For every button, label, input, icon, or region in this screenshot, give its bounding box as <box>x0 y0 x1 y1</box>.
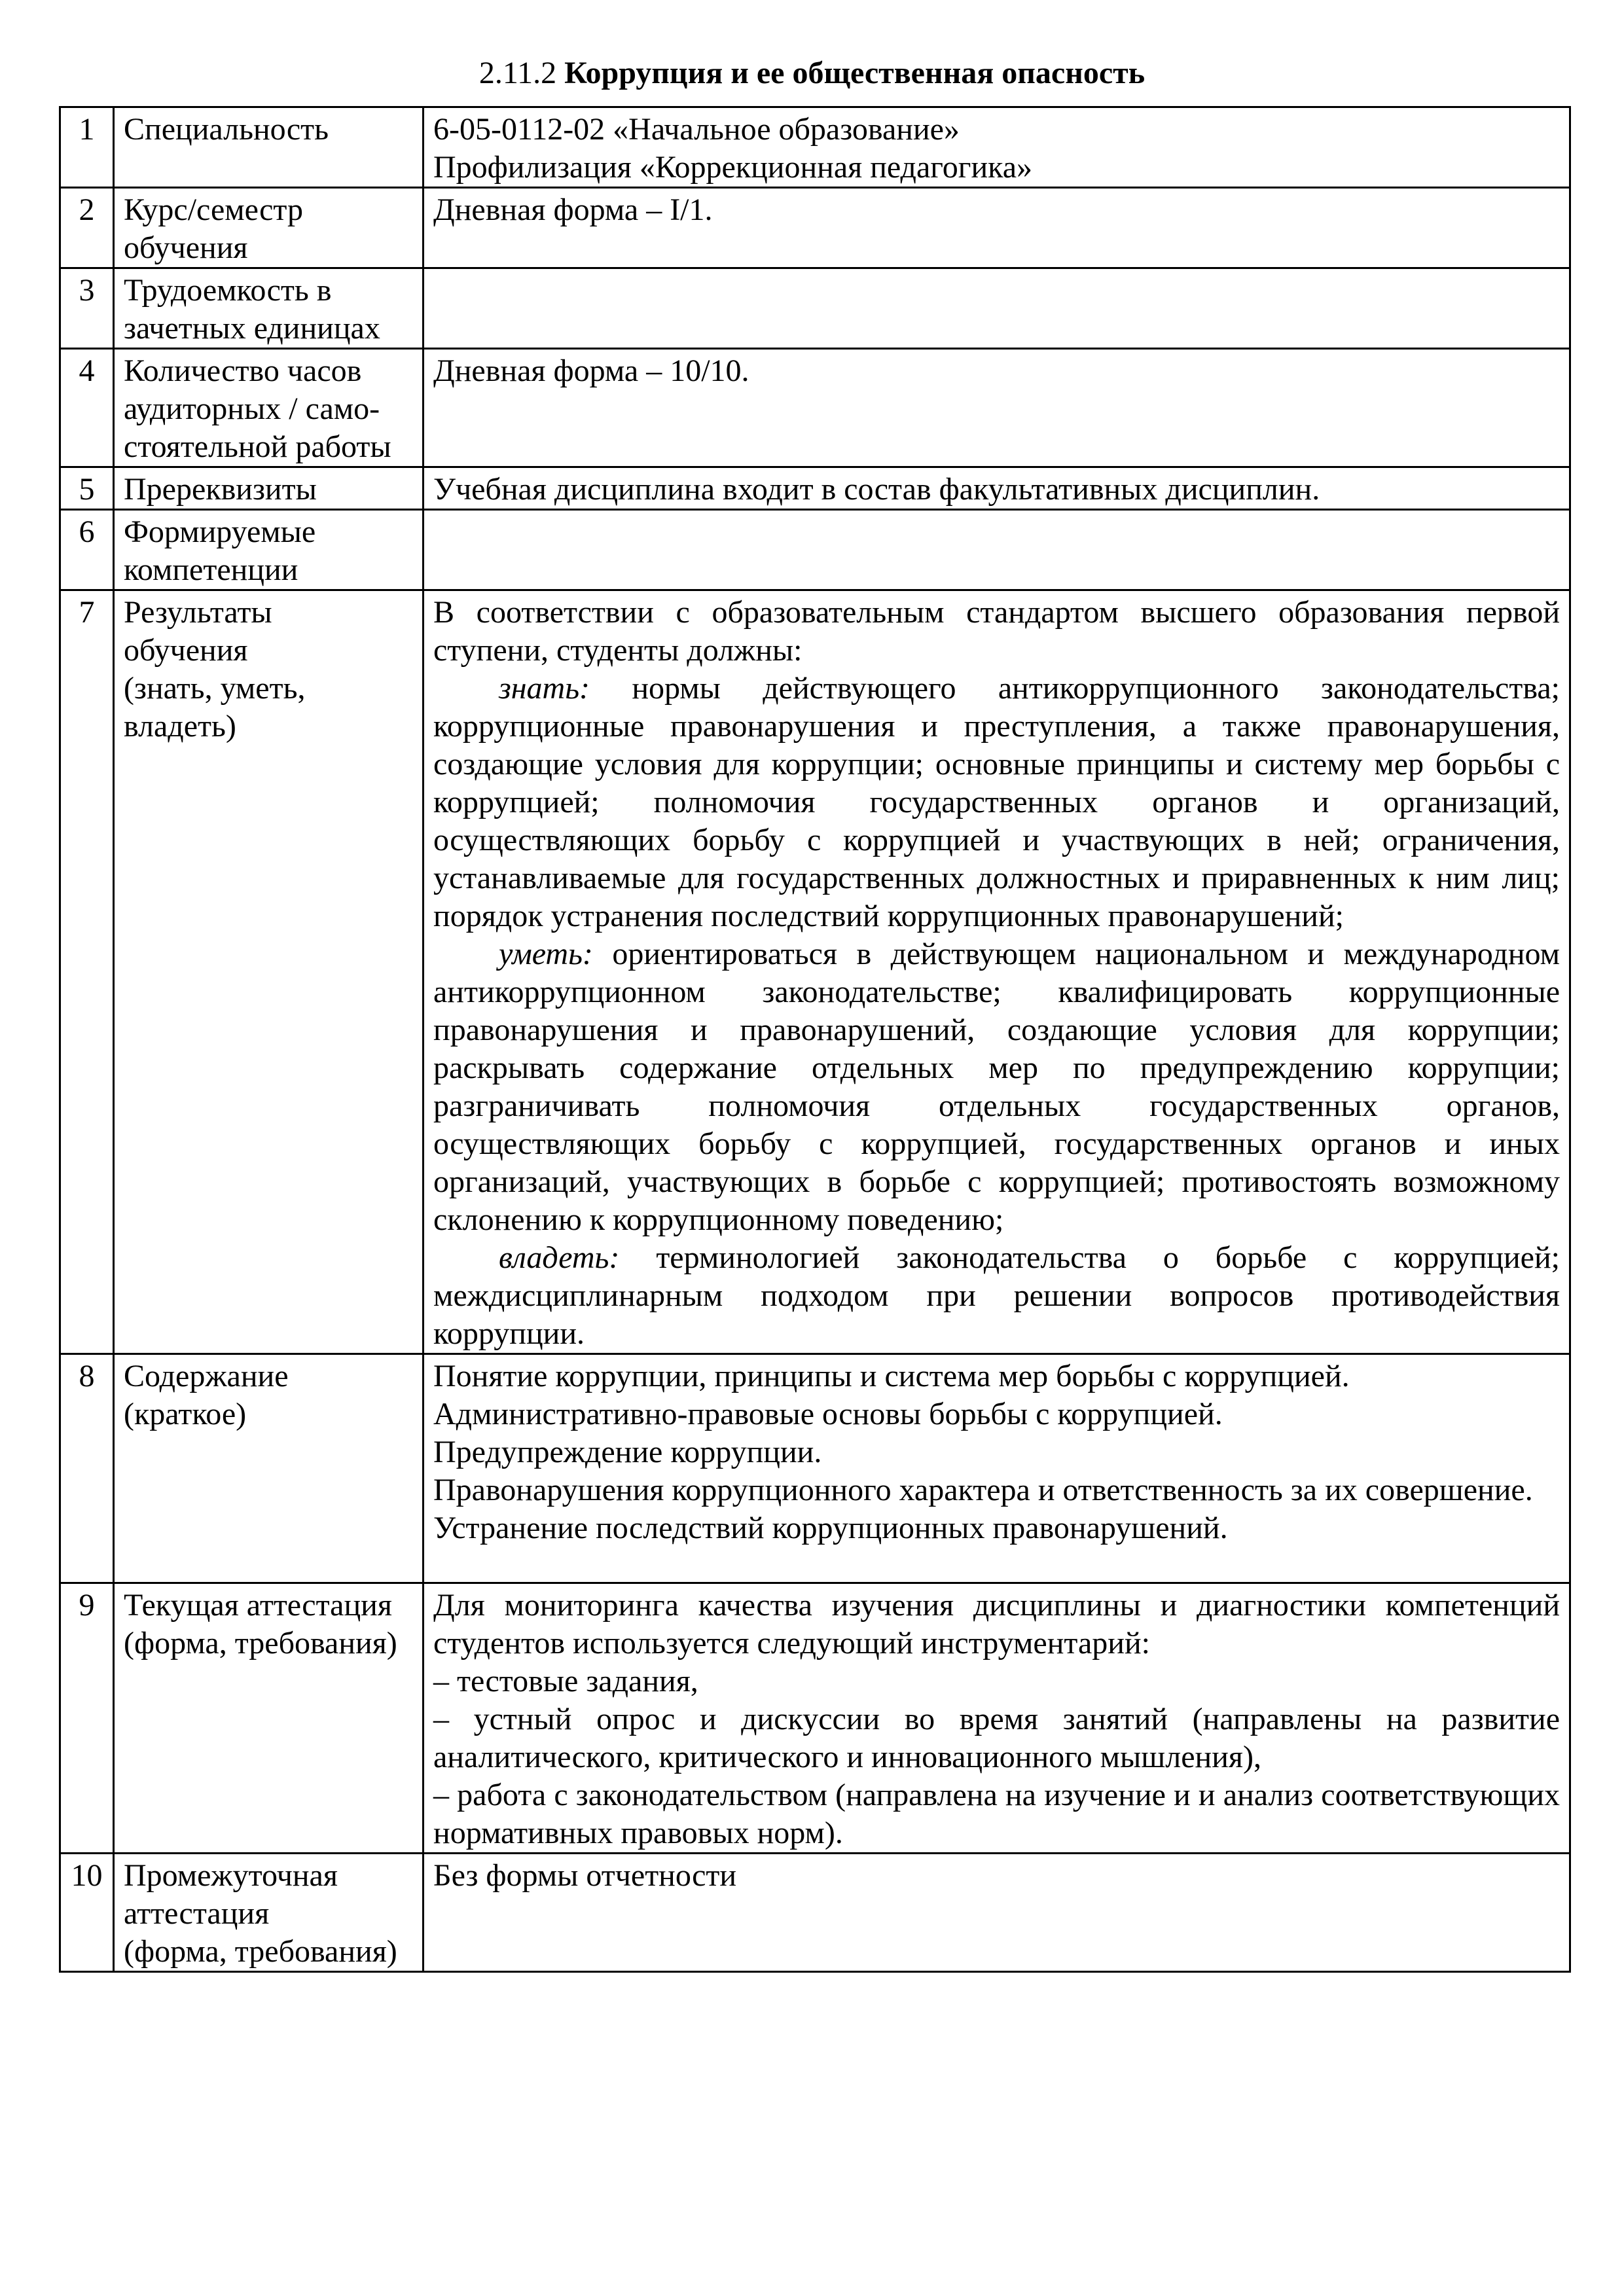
assessment-item: – работа с законодательством (направлена на изучение и и анализ соответствующих нормативных правовых норм). <box>433 1778 1560 1850</box>
row-label <box>114 510 424 590</box>
row-value <box>424 467 1570 510</box>
row-value-line: Профилизация «Коррекционная педагогика» <box>433 150 1033 185</box>
row-label <box>114 268 424 349</box>
row-label-line: Результаты <box>124 595 272 630</box>
own-text: терминологией законодательства о борьбе с коррупцией; междисциплинарным подходом при решении вопросов противодействия коррупции. <box>433 1240 1560 1351</box>
row-label-line: Промежуточная <box>124 1858 338 1893</box>
row-label-line: стоятельной работы <box>124 429 391 464</box>
row-label <box>114 107 424 188</box>
row-value <box>424 107 1570 188</box>
row-number: 3 <box>60 268 114 349</box>
row-label-line: Курс/семестр <box>124 192 303 227</box>
row-label <box>114 188 424 268</box>
row-number: 5 <box>60 467 114 510</box>
row-number: 4 <box>60 349 114 467</box>
row-number: 9 <box>60 1583 114 1854</box>
table-row-credits <box>60 268 1570 349</box>
know-label: знать: <box>499 671 590 706</box>
row-label-line: (краткое) <box>124 1397 247 1431</box>
outcomes-know <box>433 670 1560 935</box>
row-label-line: (форма, требования) <box>124 1934 397 1969</box>
row-label-line: владеть) <box>124 709 236 744</box>
row-value-line: Учебная дисциплина входит в состав факультативных дисциплин. <box>433 472 1320 507</box>
outcomes-intro: В соответствии с образовательным стандартом высшего образования первой ступени, студенты должны: <box>433 595 1560 668</box>
table-row-competencies <box>60 510 1570 590</box>
row-number: 8 <box>60 1354 114 1583</box>
know-text: нормы действующего антикоррупционного законодательства; коррупционные правонарушения и преступления, а также правонарушения, создающие условия для коррупции; основные принципы и систему мер борьбы с коррупцией; полномочия государственных органов и организаций, осуществляющих борьбу с коррупцией и участвующих в ней; ограничения, устанавливаемые для государственных должностных и приравненных к ним лиц; порядок устранения последствий коррупционных правонарушений; <box>433 671 1560 933</box>
content-item: Понятие коррупции, принципы и система мер борьбы с коррупцией. <box>433 1359 1350 1393</box>
section-title: Коррупция и ее общественная опасность <box>564 56 1146 90</box>
content-item: Правонарушения коррупционного характера и ответственность за их совершение. <box>433 1473 1533 1507</box>
row-label <box>114 590 424 1354</box>
table-row-content <box>60 1354 1570 1583</box>
row-label-line: Количество часов <box>124 353 362 388</box>
section-heading <box>0 52 1624 94</box>
row-value <box>424 1354 1570 1583</box>
row-label <box>114 467 424 510</box>
row-label-line: аттестация <box>124 1896 270 1931</box>
row-label-line: Формируемые <box>124 514 316 549</box>
row-label-line: Специальность <box>124 112 329 147</box>
row-label-line: компетенции <box>124 552 298 587</box>
content-item: Устранение последствий коррупционных правонарушений. <box>433 1511 1228 1545</box>
row-label <box>114 1854 424 1972</box>
row-number: 10 <box>60 1854 114 1972</box>
row-number: 2 <box>60 188 114 268</box>
table-row-current-assessment <box>60 1583 1570 1854</box>
row-value <box>424 349 1570 467</box>
section-number: 2.11.2 <box>478 56 557 90</box>
row-label-line: обучения <box>124 633 248 668</box>
row-number: 1 <box>60 107 114 188</box>
course-description-table <box>59 106 1571 1973</box>
row-value-line: Дневная форма – I/1. <box>433 192 713 227</box>
assessment-item: – устный опрос и дискуссии во время занятий (направлены на развитие аналитического, критического и инновационного мышления), <box>433 1702 1560 1774</box>
row-value-line: Дневная форма – 10/10. <box>433 353 749 388</box>
table-row-learning-outcomes <box>60 590 1570 1354</box>
row-value-line: 6-05-0112-02 «Начальное образование» <box>433 112 960 147</box>
row-label <box>114 1354 424 1583</box>
row-number: 6 <box>60 510 114 590</box>
table-row-prerequisites <box>60 467 1570 510</box>
row-label-line: Текущая аттестация <box>124 1588 392 1623</box>
content-item: Административно-правовые основы борьбы с коррупцией. <box>433 1397 1223 1431</box>
row-label-line: Содержание <box>124 1359 289 1393</box>
row-label <box>114 1583 424 1854</box>
row-value <box>424 188 1570 268</box>
row-label-line: обучения <box>124 230 248 265</box>
can-text: ориентироваться в действующем национальном и международном антикоррупционном законодательстве; квалифицировать коррупционные правонарушения и правонарушений, создающие условия для коррупции; раскрывать содержание отдельных мер по предупреждению коррупции; разграничивать полномочия отдельных государственных органов, осуществляющих борьбу с коррупцией, государственных органов и иных организаций, участвующих в борьбе с коррупцией; противостоять возможному склонению к коррупционному поведению; <box>433 937 1560 1237</box>
outcomes-can <box>433 935 1560 1239</box>
own-label: владеть: <box>499 1240 620 1275</box>
row-label-line: Трудоемкость в <box>124 273 332 308</box>
assessment-item: – тестовые задания, <box>433 1664 698 1698</box>
row-value-line: Без формы отчетности <box>433 1858 737 1893</box>
table-row-intermediate-assessment <box>60 1854 1570 1972</box>
row-value-empty <box>424 268 1570 349</box>
row-value-empty <box>424 510 1570 590</box>
row-label <box>114 349 424 467</box>
row-number: 7 <box>60 590 114 1354</box>
row-label-line: аудиторных / само- <box>124 391 380 426</box>
table-row-course-semester <box>60 188 1570 268</box>
content-item: Предупреждение коррупции. <box>433 1435 822 1469</box>
row-label-line: Пререквизиты <box>124 472 317 507</box>
table-row-specialty <box>60 107 1570 188</box>
row-label-line: зачетных единицах <box>124 311 380 346</box>
row-value <box>424 590 1570 1354</box>
assessment-intro: Для мониторинга качества изучения дисциплины и диагностики компетенций студентов используется следующий инструментарий: <box>433 1588 1560 1660</box>
row-value <box>424 1854 1570 1972</box>
can-label: уметь: <box>499 937 593 971</box>
row-value <box>424 1583 1570 1854</box>
outcomes-own <box>433 1239 1560 1353</box>
table-row-hours <box>60 349 1570 467</box>
row-label-line: (знать, уметь, <box>124 671 306 706</box>
row-label-line: (форма, требования) <box>124 1626 397 1660</box>
